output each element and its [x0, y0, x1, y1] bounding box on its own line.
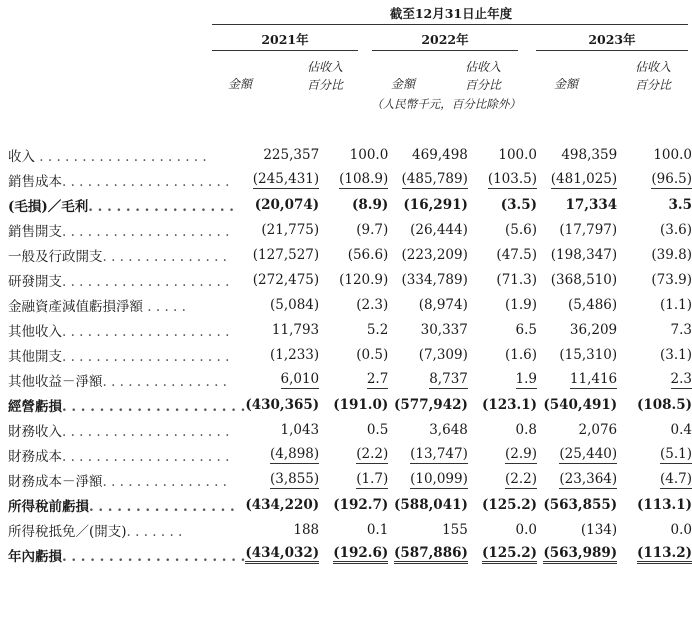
dot-leader: . . . . . . . . . . . . . . . [102, 473, 227, 490]
amount-cell [537, 542, 617, 567]
amount-cell [245, 192, 319, 217]
cell-value: (134) [580, 521, 618, 538]
cell-value: (21,775) [261, 221, 320, 238]
percent-header-2022 [448, 58, 518, 94]
dot-leader: . . . . . . . . . . . . . . . . . . . . [62, 398, 246, 415]
cell-value: (16,291) [403, 196, 468, 213]
percent-header-line1: 佔收入 [634, 60, 671, 74]
table-row [0, 517, 692, 542]
amount-cell [537, 342, 617, 367]
row-label-text: 金融資產減值虧損淨額 [8, 298, 143, 315]
cell-value: 5.2 [366, 321, 389, 338]
cell-value: (481,025) [550, 170, 618, 187]
row-label [0, 417, 245, 442]
cell-value: 2.7 [366, 370, 389, 387]
table-row [0, 142, 692, 167]
year-2021: 2021年 [261, 32, 309, 47]
percent-cell [319, 417, 388, 442]
dot-leader: . . . . . . . . . . . . . . . . [88, 198, 234, 215]
cell-value: (1.9) [505, 296, 538, 313]
percent-cell [617, 342, 692, 367]
percent-cell [319, 392, 388, 417]
amount-cell [388, 267, 468, 292]
amount-cell [245, 242, 319, 267]
amount-cell [245, 217, 319, 242]
cell-value: (434,032) [245, 545, 319, 564]
cell-value: (108.5) [636, 396, 692, 413]
amount-cell [537, 367, 617, 392]
table-row [0, 417, 692, 442]
cell-value: (20,074) [254, 196, 320, 213]
cell-value: 1,043 [280, 421, 320, 438]
percent-cell [319, 242, 388, 267]
cell-value: (13,747) [410, 445, 468, 462]
amount-cell [245, 442, 319, 467]
row-label [0, 517, 245, 542]
cell-value: (272,475) [252, 271, 320, 288]
row-label-text: 收入 [8, 148, 35, 165]
cell-value: (4,898) [269, 445, 320, 462]
unit-note: （人民幣千元，百分比除外） [371, 97, 521, 111]
percent-cell [319, 517, 388, 542]
row-label [0, 292, 245, 317]
year-rule-2023 [536, 50, 688, 51]
amount-cell [537, 317, 617, 342]
amount-cell [537, 492, 617, 517]
percent-cell [468, 517, 537, 542]
row-label-text: 所得稅抵免／(開支) [8, 523, 127, 540]
cell-value: (47.5) [496, 246, 538, 263]
percent-cell [319, 367, 388, 392]
dot-leader: . . . . . . . . . . . . . . . . . . . . [62, 548, 246, 565]
percent-cell [468, 317, 537, 342]
cell-value: 100.0 [498, 146, 538, 163]
percent-header-line2: 百分比 [306, 78, 343, 92]
amount-header-2022: 金額 [390, 77, 415, 91]
amount-cell [245, 292, 319, 317]
percent-cell [617, 267, 692, 292]
amount-cell [245, 467, 319, 492]
percent-cell [468, 267, 537, 292]
amount-cell [245, 367, 319, 392]
cell-value: 100.0 [349, 146, 389, 163]
amount-cell [537, 242, 617, 267]
percent-cell [468, 492, 537, 517]
row-label-text: 經營虧損 [8, 398, 62, 415]
cell-value: (8,974) [418, 296, 468, 313]
amount-cell [388, 342, 468, 367]
dot-leader: . . . . . . . . . . . . . . . . [89, 498, 235, 515]
cell-value: (113.1) [636, 496, 692, 513]
amount-cell [245, 492, 319, 517]
amount-cell [245, 392, 319, 417]
cell-value: 36,209 [569, 321, 618, 338]
cell-value: 2.3 [670, 370, 692, 387]
table-row [0, 392, 692, 417]
dot-leader: . . . . . . . . . . . . . . . . . . . . [62, 423, 230, 440]
percent-header-2023 [618, 58, 688, 94]
cell-value: 0.4 [670, 421, 692, 438]
percent-cell [319, 542, 388, 567]
cell-value: (434,220) [245, 496, 320, 513]
cell-value: (5,486) [567, 296, 618, 313]
cell-value: (73.9) [651, 271, 692, 288]
dot-leader: . . . . . . . . . . . . . . . . . . . . [62, 348, 230, 365]
percent-cell [319, 342, 388, 367]
cell-value: (334,789) [401, 271, 468, 288]
amount-cell [537, 442, 617, 467]
percent-cell [319, 442, 388, 467]
percent-cell [617, 492, 692, 517]
row-label [0, 242, 245, 267]
cell-value: 3,648 [429, 421, 468, 438]
year-rule-2022 [372, 50, 518, 51]
amount-cell [388, 492, 468, 517]
cell-value: (245,431) [252, 170, 320, 187]
cell-value: (15,310) [559, 346, 618, 363]
table-row [0, 217, 692, 242]
amount-cell [388, 367, 468, 392]
cell-value: 100.0 [653, 146, 692, 163]
cell-value: (3.1) [659, 346, 692, 363]
amount-cell [388, 417, 468, 442]
cell-value: 469,498 [412, 146, 468, 163]
amount-cell [388, 142, 468, 167]
cell-value: (540,491) [543, 396, 618, 413]
amount-cell [245, 517, 319, 542]
row-label-text: 銷售成本 [8, 173, 62, 190]
cell-value: 6.5 [515, 321, 538, 338]
cell-value: (587,886) [394, 545, 468, 564]
table-row [0, 292, 692, 317]
cell-value: (0.5) [356, 346, 389, 363]
cell-value: 7.3 [670, 321, 692, 338]
cell-value: (563,855) [543, 496, 618, 513]
cell-value: (120.9) [339, 271, 389, 288]
amount-cell [537, 192, 617, 217]
amount-cell [537, 217, 617, 242]
dot-leader: . . . . . . . . . . . . . . . . . . . . [35, 148, 207, 165]
percent-cell [617, 317, 692, 342]
cell-value: (485,789) [401, 170, 468, 187]
amount-cell [245, 317, 319, 342]
cell-value: 225,357 [263, 146, 320, 163]
cell-value: (192.6) [333, 545, 388, 564]
cell-value: (2.2) [356, 445, 389, 462]
amount-cell [245, 142, 319, 167]
cell-value: (3,855) [269, 470, 320, 487]
row-label-text: 其他開支 [8, 348, 62, 365]
amount-cell [245, 267, 319, 292]
row-label-text: 財務成本－淨額 [8, 473, 103, 490]
cell-value: (127,527) [252, 246, 320, 263]
cell-value: 498,359 [561, 146, 618, 163]
row-label [0, 367, 245, 392]
amount-cell [388, 542, 468, 567]
cell-value: (113.2) [637, 545, 692, 564]
row-label-text: 其他收入 [8, 323, 62, 340]
percent-cell [319, 492, 388, 517]
percent-cell [468, 292, 537, 317]
row-label-text: 研發開支 [8, 273, 62, 290]
amount-cell [537, 267, 617, 292]
row-label-text: 財務成本 [8, 448, 62, 465]
cell-value: (1.6) [505, 346, 538, 363]
cell-value: 155 [442, 521, 468, 538]
cell-value: 3.5 [668, 196, 692, 213]
cell-value: (192.7) [333, 496, 389, 513]
amount-cell [245, 342, 319, 367]
percent-cell [617, 417, 692, 442]
amount-cell [537, 517, 617, 542]
cell-value: (103.5) [487, 170, 538, 187]
amount-cell [537, 167, 617, 192]
dot-leader: . . . . . . . . . . . . . . . [102, 248, 227, 265]
cell-value: (5.6) [505, 221, 538, 238]
amount-header-2023: 金額 [553, 77, 578, 91]
percent-cell [617, 217, 692, 242]
cell-value: 0.1 [366, 521, 389, 538]
cell-value: (577,942) [394, 396, 468, 413]
row-label-text: 財務收入 [8, 423, 62, 440]
amount-cell [245, 417, 319, 442]
dot-leader: . . . . . . . . . . . . . . . . . . . . [62, 323, 230, 340]
cell-value: (23,364) [559, 470, 618, 487]
cell-value: 0.8 [515, 421, 538, 438]
table-row [0, 167, 692, 192]
dot-leader: . . . . . . . . . . . . . . . [102, 373, 227, 390]
amount-cell [537, 467, 617, 492]
percent-cell [617, 542, 692, 567]
percent-cell [319, 192, 388, 217]
percent-cell [617, 467, 692, 492]
amount-cell [537, 292, 617, 317]
cell-value: (4.7) [659, 470, 692, 487]
cell-value: (223,209) [401, 246, 468, 263]
cell-value: 11,793 [271, 321, 320, 338]
percent-cell [617, 242, 692, 267]
row-label-text: 其他收益－淨額 [8, 373, 103, 390]
cell-value: (2.3) [356, 296, 389, 313]
cell-value: 30,337 [420, 321, 468, 338]
cell-value: (430,365) [245, 396, 320, 413]
cell-value: 0.0 [515, 521, 538, 538]
cell-value: (1.7) [356, 470, 389, 487]
cell-value: 11,416 [569, 370, 618, 387]
cell-value: (9.7) [356, 221, 389, 238]
table-row [0, 442, 692, 467]
cell-value: (125.2) [481, 496, 538, 513]
percent-cell [468, 392, 537, 417]
percent-header-line1: 佔收入 [306, 60, 343, 74]
amount-cell [388, 517, 468, 542]
dot-leader: . . . . . . . . . . . . . . . . . . . . [62, 448, 230, 465]
cell-value: (368,510) [550, 271, 618, 288]
cell-value: (588,041) [394, 496, 468, 513]
cell-value: (5.1) [659, 445, 692, 462]
cell-value: (26,444) [410, 221, 468, 238]
row-label-text: 所得稅前虧損 [8, 498, 89, 515]
percent-cell [319, 317, 388, 342]
cell-value: (10,099) [410, 470, 468, 487]
row-label-text: 一般及行政開支 [8, 248, 103, 265]
row-label [0, 442, 245, 467]
amount-cell [245, 167, 319, 192]
cell-value: 2,076 [578, 421, 618, 438]
percent-cell [319, 167, 388, 192]
amount-cell [388, 392, 468, 417]
row-label [0, 542, 245, 567]
amount-cell [388, 192, 468, 217]
cell-value: 6,010 [280, 370, 320, 387]
cell-value: 188 [293, 521, 320, 538]
row-label [0, 167, 245, 192]
amount-cell [388, 167, 468, 192]
cell-value: (191.0) [333, 396, 389, 413]
percent-cell [468, 192, 537, 217]
cell-value: (563,989) [543, 545, 617, 564]
cell-value: (39.8) [651, 246, 692, 263]
percent-cell [617, 292, 692, 317]
amount-cell [388, 217, 468, 242]
percent-cell [468, 342, 537, 367]
percent-cell [468, 142, 537, 167]
percent-cell [319, 467, 388, 492]
cell-value: 17,334 [565, 196, 618, 213]
percent-header-line2: 百分比 [634, 78, 671, 92]
percent-cell [319, 267, 388, 292]
row-label-text: (毛損)／毛利 [8, 198, 89, 215]
cell-value: (3.5) [500, 196, 538, 213]
cell-value: 0.5 [366, 421, 389, 438]
year-2022: 2022年 [421, 32, 469, 47]
cell-value: (2.9) [505, 445, 538, 462]
income-statement-table [0, 142, 692, 567]
percent-cell [617, 442, 692, 467]
cell-value: (8.9) [352, 196, 389, 213]
row-label-text: 年內虧損 [8, 548, 62, 565]
amount-cell [388, 317, 468, 342]
amount-cell [388, 242, 468, 267]
table-row [0, 342, 692, 367]
cell-value: (3.6) [659, 221, 692, 238]
amount-cell [537, 392, 617, 417]
percent-header-line2: 百分比 [464, 78, 501, 92]
row-label [0, 142, 245, 167]
cell-value: (198,347) [550, 246, 618, 263]
header-rule [212, 24, 688, 25]
dot-leader: . . . . . . . . . . . . . . . . . . . . [62, 273, 230, 290]
cell-value: (7,309) [418, 346, 468, 363]
table-row [0, 492, 692, 517]
cell-value: 1.9 [515, 370, 538, 387]
table-row [0, 367, 692, 392]
table-row [0, 267, 692, 292]
amount-cell [388, 292, 468, 317]
percent-cell [468, 467, 537, 492]
cell-value: (71.3) [496, 271, 538, 288]
cell-value: 0.0 [670, 521, 692, 538]
year-rule-2021 [212, 50, 358, 51]
cell-value: (56.6) [347, 246, 389, 263]
row-label [0, 267, 245, 292]
percent-cell [468, 542, 537, 567]
percent-cell [617, 517, 692, 542]
amount-header-2021: 金額 [227, 77, 252, 91]
dot-leader: . . . . . [143, 298, 186, 315]
cell-value: (2.2) [505, 470, 538, 487]
cell-value: (108.9) [339, 170, 389, 187]
period-title: 截至12月31日止年度 [389, 6, 513, 21]
dot-leader: . . . . . . . . . . . . . . . . . . . . [62, 223, 230, 240]
cell-value: (1,233) [269, 346, 320, 363]
table-row [0, 317, 692, 342]
row-label [0, 342, 245, 367]
cell-value: (123.1) [481, 396, 538, 413]
row-label [0, 492, 245, 517]
percent-cell [468, 442, 537, 467]
cell-value: (5,084) [269, 296, 320, 313]
percent-cell [468, 367, 537, 392]
percent-cell [617, 167, 692, 192]
cell-value: (125.2) [482, 545, 537, 564]
amount-cell [388, 467, 468, 492]
table-row [0, 467, 692, 492]
row-label [0, 392, 245, 417]
row-label [0, 192, 245, 217]
table-row [0, 242, 692, 267]
percent-cell [468, 167, 537, 192]
table-row [0, 192, 692, 217]
row-label-text: 銷售開支 [8, 223, 62, 240]
amount-cell [245, 542, 319, 567]
percent-cell [617, 367, 692, 392]
percent-cell [468, 242, 537, 267]
percent-cell [468, 217, 537, 242]
cell-value: (25,440) [559, 445, 618, 462]
percent-cell [617, 192, 692, 217]
dot-leader: . . . . . . . [126, 523, 183, 540]
amount-cell [388, 442, 468, 467]
percent-cell [319, 142, 388, 167]
row-label [0, 317, 245, 342]
amount-cell [537, 417, 617, 442]
dot-leader: . . . . . . . . . . . . . . . . . . . . [62, 173, 230, 190]
cell-value: 8,737 [429, 370, 468, 387]
table-row [0, 542, 692, 567]
cell-value: (17,797) [559, 221, 618, 238]
percent-cell [617, 392, 692, 417]
percent-cell [319, 292, 388, 317]
cell-value: (1.1) [659, 296, 692, 313]
year-2023: 2023年 [588, 32, 636, 47]
percent-header-2021 [292, 58, 358, 94]
amount-cell [537, 142, 617, 167]
row-label [0, 217, 245, 242]
percent-cell [319, 217, 388, 242]
percent-header-line1: 佔收入 [464, 60, 501, 74]
percent-cell [617, 142, 692, 167]
percent-cell [468, 417, 537, 442]
row-label [0, 467, 245, 492]
cell-value: (96.5) [651, 170, 692, 187]
